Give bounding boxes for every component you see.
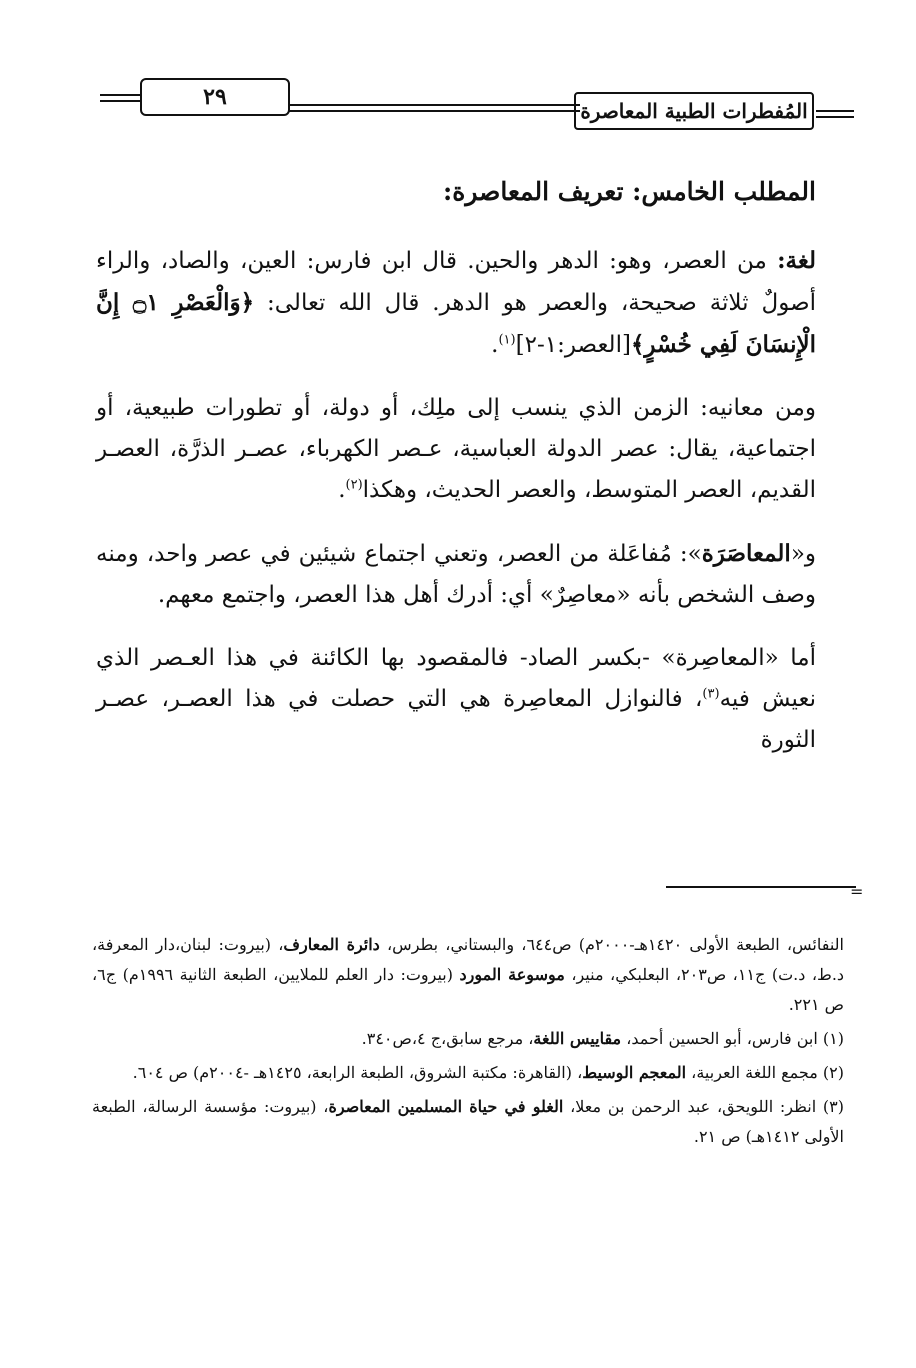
heading-end: : [443,177,453,206]
paragraph-text: من العصر، وهو: الدهر والحين. قال ابن فارس: العين، والصاد، والراء أصولٌ ثلاثة صحيحة، والعصر هو الدهر. قال الله تعالى: [96,248,816,316]
footnote-text: (١) ابن فارس، أبو الحسين أحمد، [621,1029,844,1048]
footnote-text: (٣) انظر: اللويحق، عبد الرحمن بن معلا، [563,1097,845,1116]
footnote-book-title: المعجم الوسيط [582,1063,687,1082]
header-rule-right [816,110,854,112]
header-rule-middle [288,104,580,106]
footnote-ref: (١) [498,332,516,348]
paragraph-end: . [491,332,499,358]
running-title: المُفطرات الطبية المعاصرة [574,92,814,130]
footnote-book-title: موسوعة المورد [459,965,565,984]
footnote-continued [92,930,844,1020]
paragraph-lugha [96,240,816,366]
paragraph-text: »: مُفاعَلة من العصر، وتعني اجتماع شيئين في عصر واحد، ومنه وصف الشخص بأنه «معاصِرٌ» أي: أدرك أهل هذا العصر، واجتمع معهم. [96,541,816,608]
page-number: ٢٩ [140,78,290,116]
main-text [96,170,816,783]
footnote-ref: (٣) [702,686,720,702]
heading-part1: المطلب الخامس [641,177,816,206]
footnote-text: ، (القاهرة: مكتبة الشروق، الطبعة الرابعة، ١٤٢٥هـ -٢٠٠٤م) ص ٦٠٤. [132,1063,583,1082]
footnote-text: ، (بيروت: لبنان،دار المعرفة، د.ط، د.ت) ج١١، ص٢٠٣، البعلبكي، منير، [92,935,845,984]
footnote-text: (بيروت: دار العلم للملايين، الطبعة الثانية ١٩٩٦م) ج٦، ص ٢٢١. [92,965,844,1014]
section-heading [96,170,816,214]
header-rule-left [100,94,140,96]
footnote-book-title: الغلو في حياة المسلمين المعاصرة [328,1097,564,1116]
paragraph-end: ، فالنوازل المعاصِرة هي التي حصلت في هذا العصـر، عصـر الثورة [96,686,816,753]
header-rule-left-2 [100,100,140,102]
footnote-continuation-marker: = [850,882,864,901]
paragraph-end: . [338,477,346,503]
paragraph-text: ومن معانيه: الزمن الذي ينسب إلى ملِك، أو دولة، أو تطورات طبيعية، أو اجتماعية، يقال: عصر الدولة العباسية، عـصر الكهرباء، عصـر الذرَّة، العصـر القديم، العصر المتوسط، والعصر الحديث، وهكذا [96,395,816,503]
footnote-3 [92,1092,844,1152]
footnote-2 [92,1058,844,1088]
footnote-text: (٢) مجمع اللغة العربية، [686,1063,844,1082]
paragraph-muasara [96,533,816,616]
paragraph-meanings [96,388,816,511]
footnote-book-title: دائرة المعارف [283,935,380,954]
header-rule-right-2 [816,116,854,118]
footnote-text: ، (بيروت: مؤسسة الرسالة، الطبعة الأولى ١٤١٢هـ) ص ٢١. [92,1097,844,1146]
footnotes [92,930,844,1156]
heading-sep: : [623,177,642,206]
paragraph-pre: و« [790,541,816,567]
paragraph-muasira [96,638,816,761]
paragraph-lead: المعاصَرَة [701,540,791,567]
quran-verse: ﴿وَالْعَصْرِ ۝١ إِنَّ الْإِنسَانَ لَفِي خُسْرٍ﴾ [96,289,816,358]
header-rule-middle-2 [288,110,580,112]
footnote-ref: (٢) [345,477,363,493]
footnote-text: النفائس، الطبعة الأولى ١٤٢٠هـ-٢٠٠٠م) ص٦٤٤، والبستاني، بطرس، [379,935,844,954]
running-header [100,70,854,130]
verse-reference: [العصر:١-٢] [515,332,631,358]
heading-part2: تعريف المعاصرة [452,177,624,206]
paragraph-lead: لغة: [777,247,816,274]
paragraph-text: أما «المعاصِرة» -بكسر الصاد- فالمقصود بها الكائنة في هذا العـصر الذي نعيش فيه [96,645,816,712]
footnote-rule [666,886,856,888]
footnote-text: ، مرجع سابق،ج ٤،ص٣٤٠. [361,1029,534,1048]
footnote-book-title: مقاييس اللغة [533,1029,622,1048]
footnote-1 [92,1024,844,1054]
